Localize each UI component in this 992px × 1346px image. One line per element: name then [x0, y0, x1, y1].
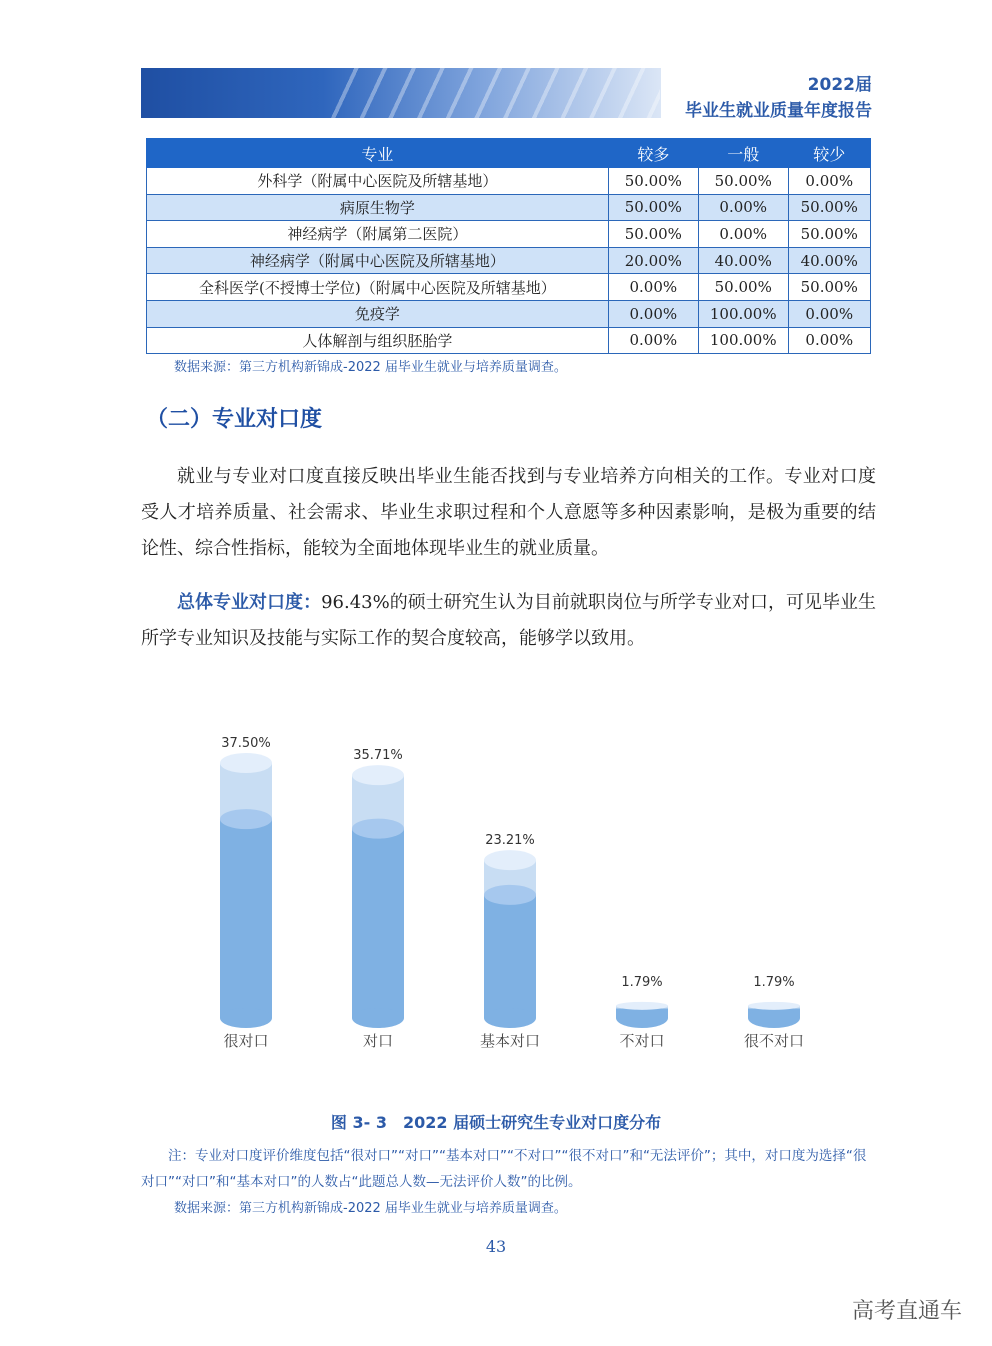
category-label: 对口	[362, 1032, 394, 1050]
table-header-major: 专业	[147, 139, 609, 168]
table-cell: 20.00%	[608, 247, 698, 274]
figure-caption: 图 3- 3 2022 届硕士研究生专业对口度分布	[330, 1113, 662, 1132]
watermark: 高考直通车	[851, 1299, 962, 1324]
header-banner-stripes	[330, 68, 660, 118]
table-cell: 40.00%	[788, 247, 871, 274]
table-cell: 0.00%	[788, 168, 871, 195]
table-header-more: 较多	[608, 139, 698, 168]
table-cell-major: 外科学（附属中心医院及所辖基地）	[147, 168, 609, 195]
table-cell: 50.00%	[788, 194, 871, 221]
table-row	[147, 247, 871, 274]
bar-bottom-cap	[748, 1008, 800, 1028]
table-cell: 0.00%	[608, 274, 698, 301]
table-cell: 50.00%	[698, 168, 788, 195]
page-number: 43	[485, 1237, 507, 1256]
data-label: 1.79%	[753, 974, 795, 990]
figure-source-note: 数据来源：第三方机构新锦成-2022 届毕业生就业与培养质量调查。	[174, 1201, 567, 1216]
table-cell: 0.00%	[698, 194, 788, 221]
table-cell-major: 全科医学(不授博士学位)（附属中心医院及所辖基地）	[147, 274, 609, 301]
bar-bottom-cap	[484, 1008, 536, 1028]
table-cell: 0.00%	[608, 300, 698, 327]
bar	[352, 829, 404, 1018]
bar-top-cap	[352, 765, 404, 785]
table-cell: 50.00%	[788, 274, 871, 301]
table-cell: 50.00%	[608, 221, 698, 248]
table-cell-major: 病原生物学	[147, 194, 609, 221]
table-cell: 100.00%	[698, 300, 788, 327]
table-cell: 50.00%	[608, 194, 698, 221]
table-row	[147, 327, 871, 354]
table-row	[147, 274, 871, 301]
section-heading: （二）专业对口度	[146, 407, 323, 432]
table-cell: 40.00%	[698, 247, 788, 274]
bar	[484, 895, 536, 1018]
table-cell: 100.00%	[698, 327, 788, 354]
bar-bottom-cap	[220, 1008, 272, 1028]
header-title: 毕业生就业质量年度报告	[685, 101, 872, 121]
table-cell: 0.00%	[788, 327, 871, 354]
figure-note: 注：专业对口度评价维度包括“很对口”“对口”“基本对口”“不对口”“很不对口”和“无法评价”；其中，对口度为选择“很对口”“对口”和“基本对口”的人数占“此题总人数—无法评价人数”的比例。	[141, 1148, 867, 1190]
category-label: 很对口	[223, 1032, 269, 1050]
bar-top-cap	[616, 1002, 668, 1010]
data-label: 23.21%	[485, 833, 535, 849]
table-cell-major: 免疫学	[147, 300, 609, 327]
table-cell: 50.00%	[608, 168, 698, 195]
table-cell: 0.00%	[608, 327, 698, 354]
table-row	[147, 194, 871, 221]
table-cell-major: 神经病学（附属第二医院）	[147, 221, 609, 248]
match-degree-chart	[180, 725, 840, 1065]
table-cell: 0.00%	[788, 300, 871, 327]
table-row	[147, 221, 871, 248]
category-label: 很不对口	[743, 1032, 805, 1050]
overall-label: 总体专业对口度：	[177, 592, 322, 613]
category-label: 不对口	[619, 1032, 665, 1050]
bar	[220, 819, 272, 1018]
paragraph-intro: 就业与专业对口度直接反映出毕业生能否找到与专业培养方向相关的工作。专业对口度受人才培养质量、社会需求、毕业生求职过程和个人意愿等多种因素影响，是极为重要的结论性、综合性指标，能较为全面地体现毕业生的就业质量。	[141, 466, 876, 559]
table-row	[147, 168, 871, 195]
overall-text: 96.43%的硕士研究生认为目前就职岗位与所学专业对口，可见毕业生所学专业知识及技能与实际工作的契合度较高，能够学以致用。	[141, 592, 877, 649]
table-cell: 0.00%	[698, 221, 788, 248]
bar-top-cap	[220, 753, 272, 773]
table-cell-major: 人体解剖与组织胚胎学	[147, 327, 609, 354]
paragraph-overall	[141, 585, 876, 657]
bar-band	[484, 885, 536, 905]
major-table	[146, 138, 871, 354]
table-row	[147, 300, 871, 327]
data-label: 1.79%	[621, 974, 663, 990]
table-source-note: 数据来源：第三方机构新锦成-2022 届毕业生就业与培养质量调查。	[174, 360, 567, 375]
bar-top-cap	[748, 1002, 800, 1010]
table-cell: 50.00%	[788, 221, 871, 248]
category-label: 基本对口	[479, 1032, 541, 1050]
table-cell: 50.00%	[698, 274, 788, 301]
table-header-less: 较少	[788, 139, 871, 168]
bar-band	[220, 809, 272, 829]
bar-top-cap	[484, 850, 536, 870]
bar-band	[352, 819, 404, 839]
header-year: 2022届	[807, 75, 872, 95]
table-cell-major: 神经病学（附属中心医院及所辖基地）	[147, 247, 609, 274]
table-header-row	[147, 139, 871, 168]
table-header-normal: 一般	[698, 139, 788, 168]
data-label: 35.71%	[353, 748, 403, 764]
bar-bottom-cap	[352, 1008, 404, 1028]
bar-bottom-cap	[616, 1008, 668, 1028]
data-label: 37.50%	[221, 736, 271, 751]
